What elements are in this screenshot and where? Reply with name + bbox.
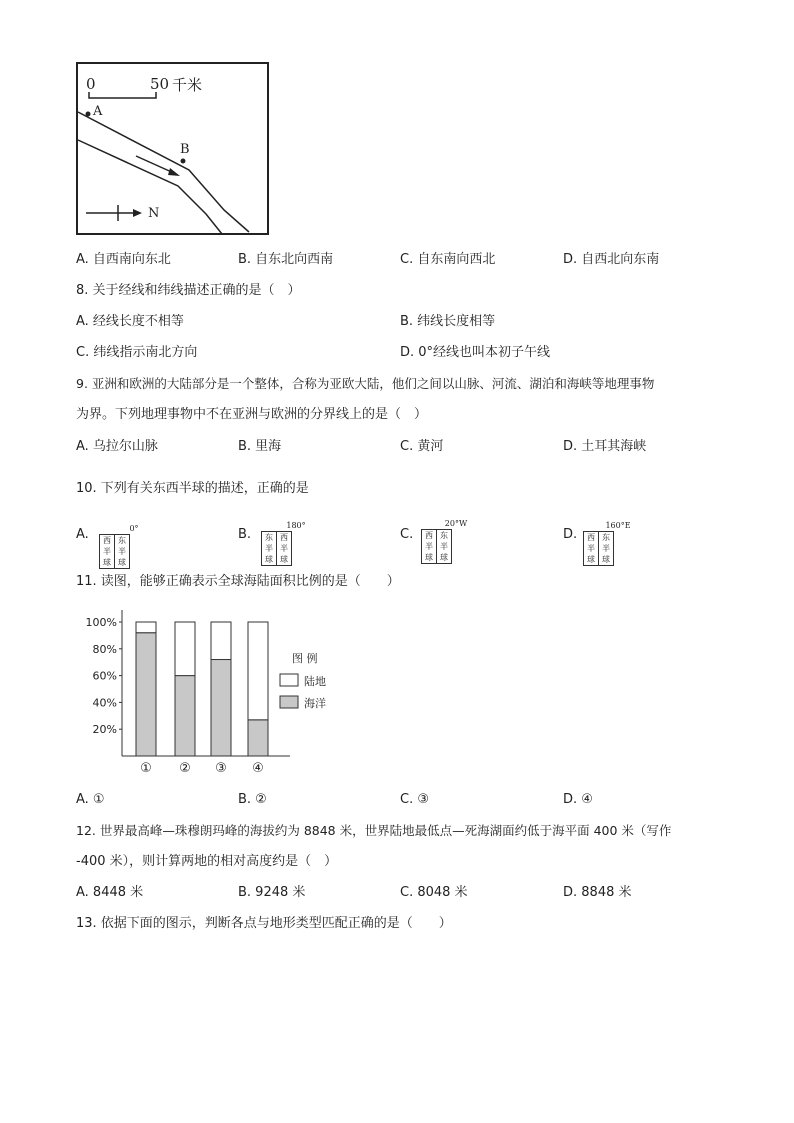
q7-option-d[interactable]: D. 自西北向东南: [563, 252, 660, 267]
q12-option-b[interactable]: B. 9248 米: [238, 885, 306, 900]
q10-option-b-letter: B.: [238, 527, 252, 542]
q10-a-degree: 0°: [129, 524, 139, 533]
q12-option-d[interactable]: D. 8848 米: [563, 885, 632, 900]
q8-stem: 8. 关于经线和纬线描述正确的是（ ）: [76, 283, 301, 298]
category-label: ①: [140, 761, 152, 776]
bar-segment-land: [136, 622, 156, 633]
q10-option-c-letter: C.: [400, 527, 414, 542]
y-tick-label: 60%: [92, 669, 117, 683]
q10-option-d-letter: D.: [563, 527, 578, 542]
q7-option-a[interactable]: A. 自西南向东北: [76, 252, 171, 267]
land-sea-ratio-chart: [76, 606, 346, 778]
q10-c-degree: 20°W: [444, 519, 468, 528]
q12-stem-line1: 12. 世界最高峰—珠穆朗玛峰的海拔约为 8848 米，世界陆地最低点—死海湖面约低于海平面 400 米（写作: [76, 823, 672, 838]
bar-segment-sea: [211, 660, 231, 756]
q10-c-left: 西半球: [425, 531, 433, 562]
q9-option-d[interactable]: D. 土耳其海峡: [563, 439, 647, 454]
q11-option-c[interactable]: C. ③: [400, 792, 429, 807]
q9-option-b[interactable]: B. 里海: [238, 439, 282, 454]
y-tick-label: 20%: [92, 723, 117, 737]
bar-segment-land: [211, 622, 231, 660]
bar-segment-sea: [175, 676, 195, 756]
q11-option-a[interactable]: A. ①: [76, 792, 105, 807]
legend-label: 陆地: [304, 675, 326, 688]
y-tick-label: 100%: [85, 616, 117, 629]
q7-option-b[interactable]: B. 自东北向西南: [238, 252, 334, 267]
q10-a-left: 西半球: [103, 536, 111, 567]
q10-option-a-letter: A.: [76, 527, 89, 542]
q12-option-c[interactable]: C. 8048 米: [400, 885, 468, 900]
north-label: N: [148, 206, 160, 221]
q8-option-a[interactable]: A. 经线长度不相等: [76, 314, 184, 329]
q8-option-c[interactable]: C. 纬线指示南北方向: [76, 345, 198, 360]
point-a-label: A: [93, 104, 103, 119]
legend-swatch: [280, 674, 298, 686]
q10-d-degree: 160°E: [605, 521, 631, 530]
q10-d-right: 东半球: [598, 532, 613, 565]
q9-stem-line1: 9. 亚洲和欧洲的大陆部分是一个整体，合称为亚欧大陆，他们之间以山脉、河流、湖泊和海峡等地理事物: [76, 376, 655, 391]
q10-d-left: 西半球: [587, 533, 595, 564]
q10-b-degree: 180°: [286, 521, 306, 530]
q11-stem: 11. 读图，能够正确表示全球海陆面积比例的是（ ）: [76, 574, 400, 589]
q10-a-right: 东半球: [114, 535, 129, 568]
q10-b-right: 西半球: [276, 532, 291, 565]
q10-stem: 10. 下列有关东西半球的描述，正确的是: [76, 481, 309, 496]
category-label: ③: [215, 761, 227, 776]
y-tick-label: 40%: [92, 696, 117, 710]
q9-stem-line2: 为界。下列地理事物中不在亚洲与欧洲的分界线上的是（ ）: [76, 407, 428, 422]
bar-segment-land: [175, 622, 195, 676]
legend-title: 图 例: [292, 652, 318, 665]
q10-b-left: 东半球: [265, 533, 273, 564]
q9-option-a[interactable]: A. 乌拉尔山脉: [76, 439, 158, 454]
point-b-label: B: [180, 142, 190, 157]
scale-unit-label: 千米: [172, 76, 203, 94]
q7-option-c[interactable]: C. 自东南向西北: [400, 252, 496, 267]
scale-fifty-label: 50: [150, 75, 170, 93]
legend-label: 海洋: [304, 697, 326, 710]
point-a-marker: [86, 112, 91, 117]
q11-option-d[interactable]: D. ④: [563, 792, 593, 807]
point-b-marker: [181, 159, 186, 164]
q10-c-right: 东半球: [436, 530, 451, 563]
category-label: ④: [252, 761, 264, 776]
bar-segment-land: [248, 622, 268, 720]
q11-option-b[interactable]: B. ②: [238, 792, 267, 807]
bar-segment-sea: [136, 633, 156, 756]
q13-stem: 13. 依据下面的图示，判断各点与地形类型匹配正确的是（ ）: [76, 916, 452, 931]
q9-option-c[interactable]: C. 黄河: [400, 439, 444, 454]
scale-zero-label: 0: [86, 75, 96, 93]
category-label: ②: [179, 761, 191, 776]
y-tick-label: 80%: [92, 642, 117, 656]
q12-stem-line2: -400 米），则计算两地的相对高度约是（ ）: [76, 854, 338, 869]
q12-option-a[interactable]: A. 8448 米: [76, 885, 144, 900]
q8-option-b[interactable]: B. 纬线长度相等: [400, 314, 496, 329]
bar-segment-sea: [248, 720, 268, 756]
legend-swatch: [280, 696, 298, 708]
q8-option-d[interactable]: D. 0°经线也叫本初子午线: [400, 345, 551, 360]
